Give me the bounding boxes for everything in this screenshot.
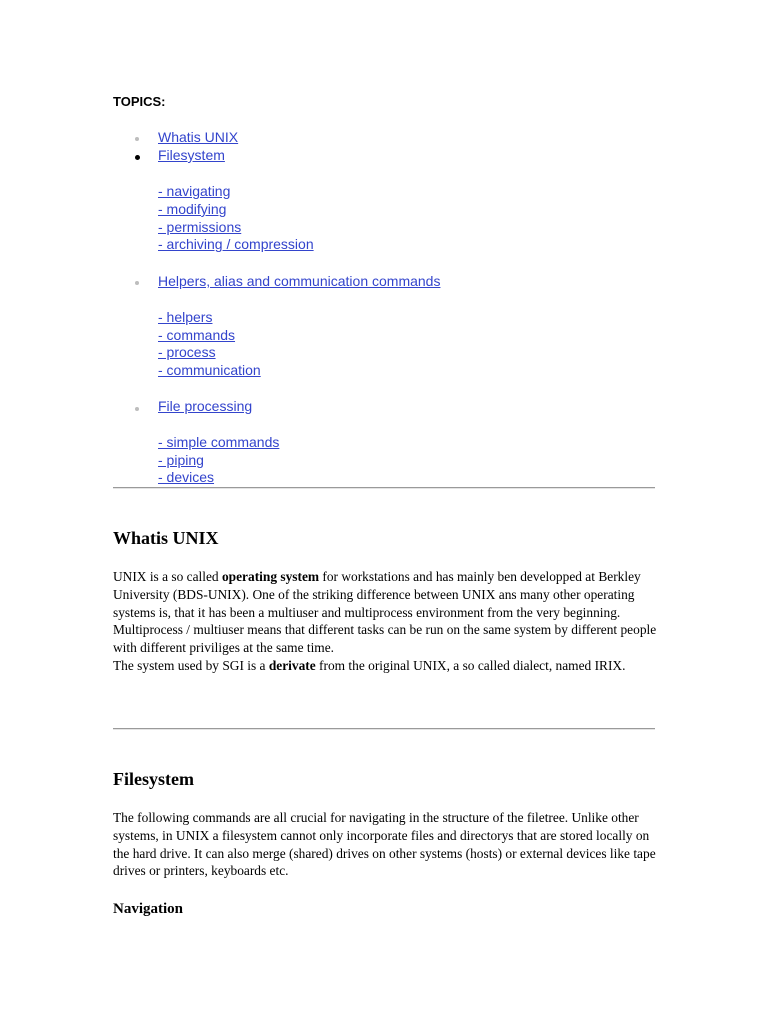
topic-link-file-processing[interactable]: File processing	[158, 398, 253, 414]
topics-heading: TOPICS:	[113, 94, 166, 109]
subheading-navigation: Navigation	[113, 901, 184, 917]
section-title-whatis-unix: Whatis UNIX	[113, 528, 219, 548]
section-title-filesystem: Filesystem	[113, 769, 194, 789]
sub-link-archiving-compression[interactable]: - archiving / compression	[158, 236, 314, 252]
topic-link-helpers-alias-communication[interactable]: Helpers, alias and communication commands	[158, 273, 441, 289]
topic-link-filesystem[interactable]: Filesystem	[158, 147, 225, 163]
list-bullet	[135, 155, 140, 160]
sub-link-navigating[interactable]: - navigating	[158, 183, 231, 199]
list-bullet	[135, 281, 139, 285]
sub-link-piping[interactable]: - piping	[158, 452, 204, 468]
paragraph-filesystem-intro: The following commands are all crucial for navigating in the structure of the filetree. Unlike other systems, in UNIX a filesystem cannot only incorporate files and directorys that are stored locally on the hard drive. It can also merge (shared) drives on other systems (hosts) or external devices like tape drives or printers, keyboards etc.	[113, 810, 656, 879]
sub-link-helpers[interactable]: - helpers	[158, 309, 213, 325]
sub-link-devices[interactable]: - devices	[158, 469, 215, 485]
sub-link-communication[interactable]: - communication	[158, 362, 261, 378]
sub-link-commands[interactable]: - commands	[158, 327, 236, 343]
paragraph-unix-intro: UNIX is a so called operating system for workstations and has mainly ben developped at Berkley University (BDS-UNIX). One of the striking difference between UNIX ans many other operating systems is, that it has been a multiuser and multiprocess environment from the very beginning. Multiprocess / multiuser means that different tasks can be run on the same system by different people with different priviliges at the same time. The system used by SGI is a derivate from the original UNIX, a so called dialect, named IRIX.	[113, 569, 657, 673]
sub-link-permissions[interactable]: - permissions	[158, 219, 242, 235]
list-bullet	[135, 407, 139, 411]
horizontal-rule	[113, 728, 655, 730]
horizontal-rule	[113, 487, 655, 489]
bold-term: operating system	[221, 569, 320, 584]
topic-link-whatis-unix[interactable]: Whatis UNIX	[158, 129, 239, 145]
sub-link-process[interactable]: - process	[158, 344, 216, 360]
sub-link-simple-commands[interactable]: - simple commands	[158, 434, 280, 450]
sub-link-modifying[interactable]: - modifying	[158, 201, 227, 217]
bold-term: derivate	[268, 657, 316, 673]
list-bullet	[135, 137, 139, 141]
